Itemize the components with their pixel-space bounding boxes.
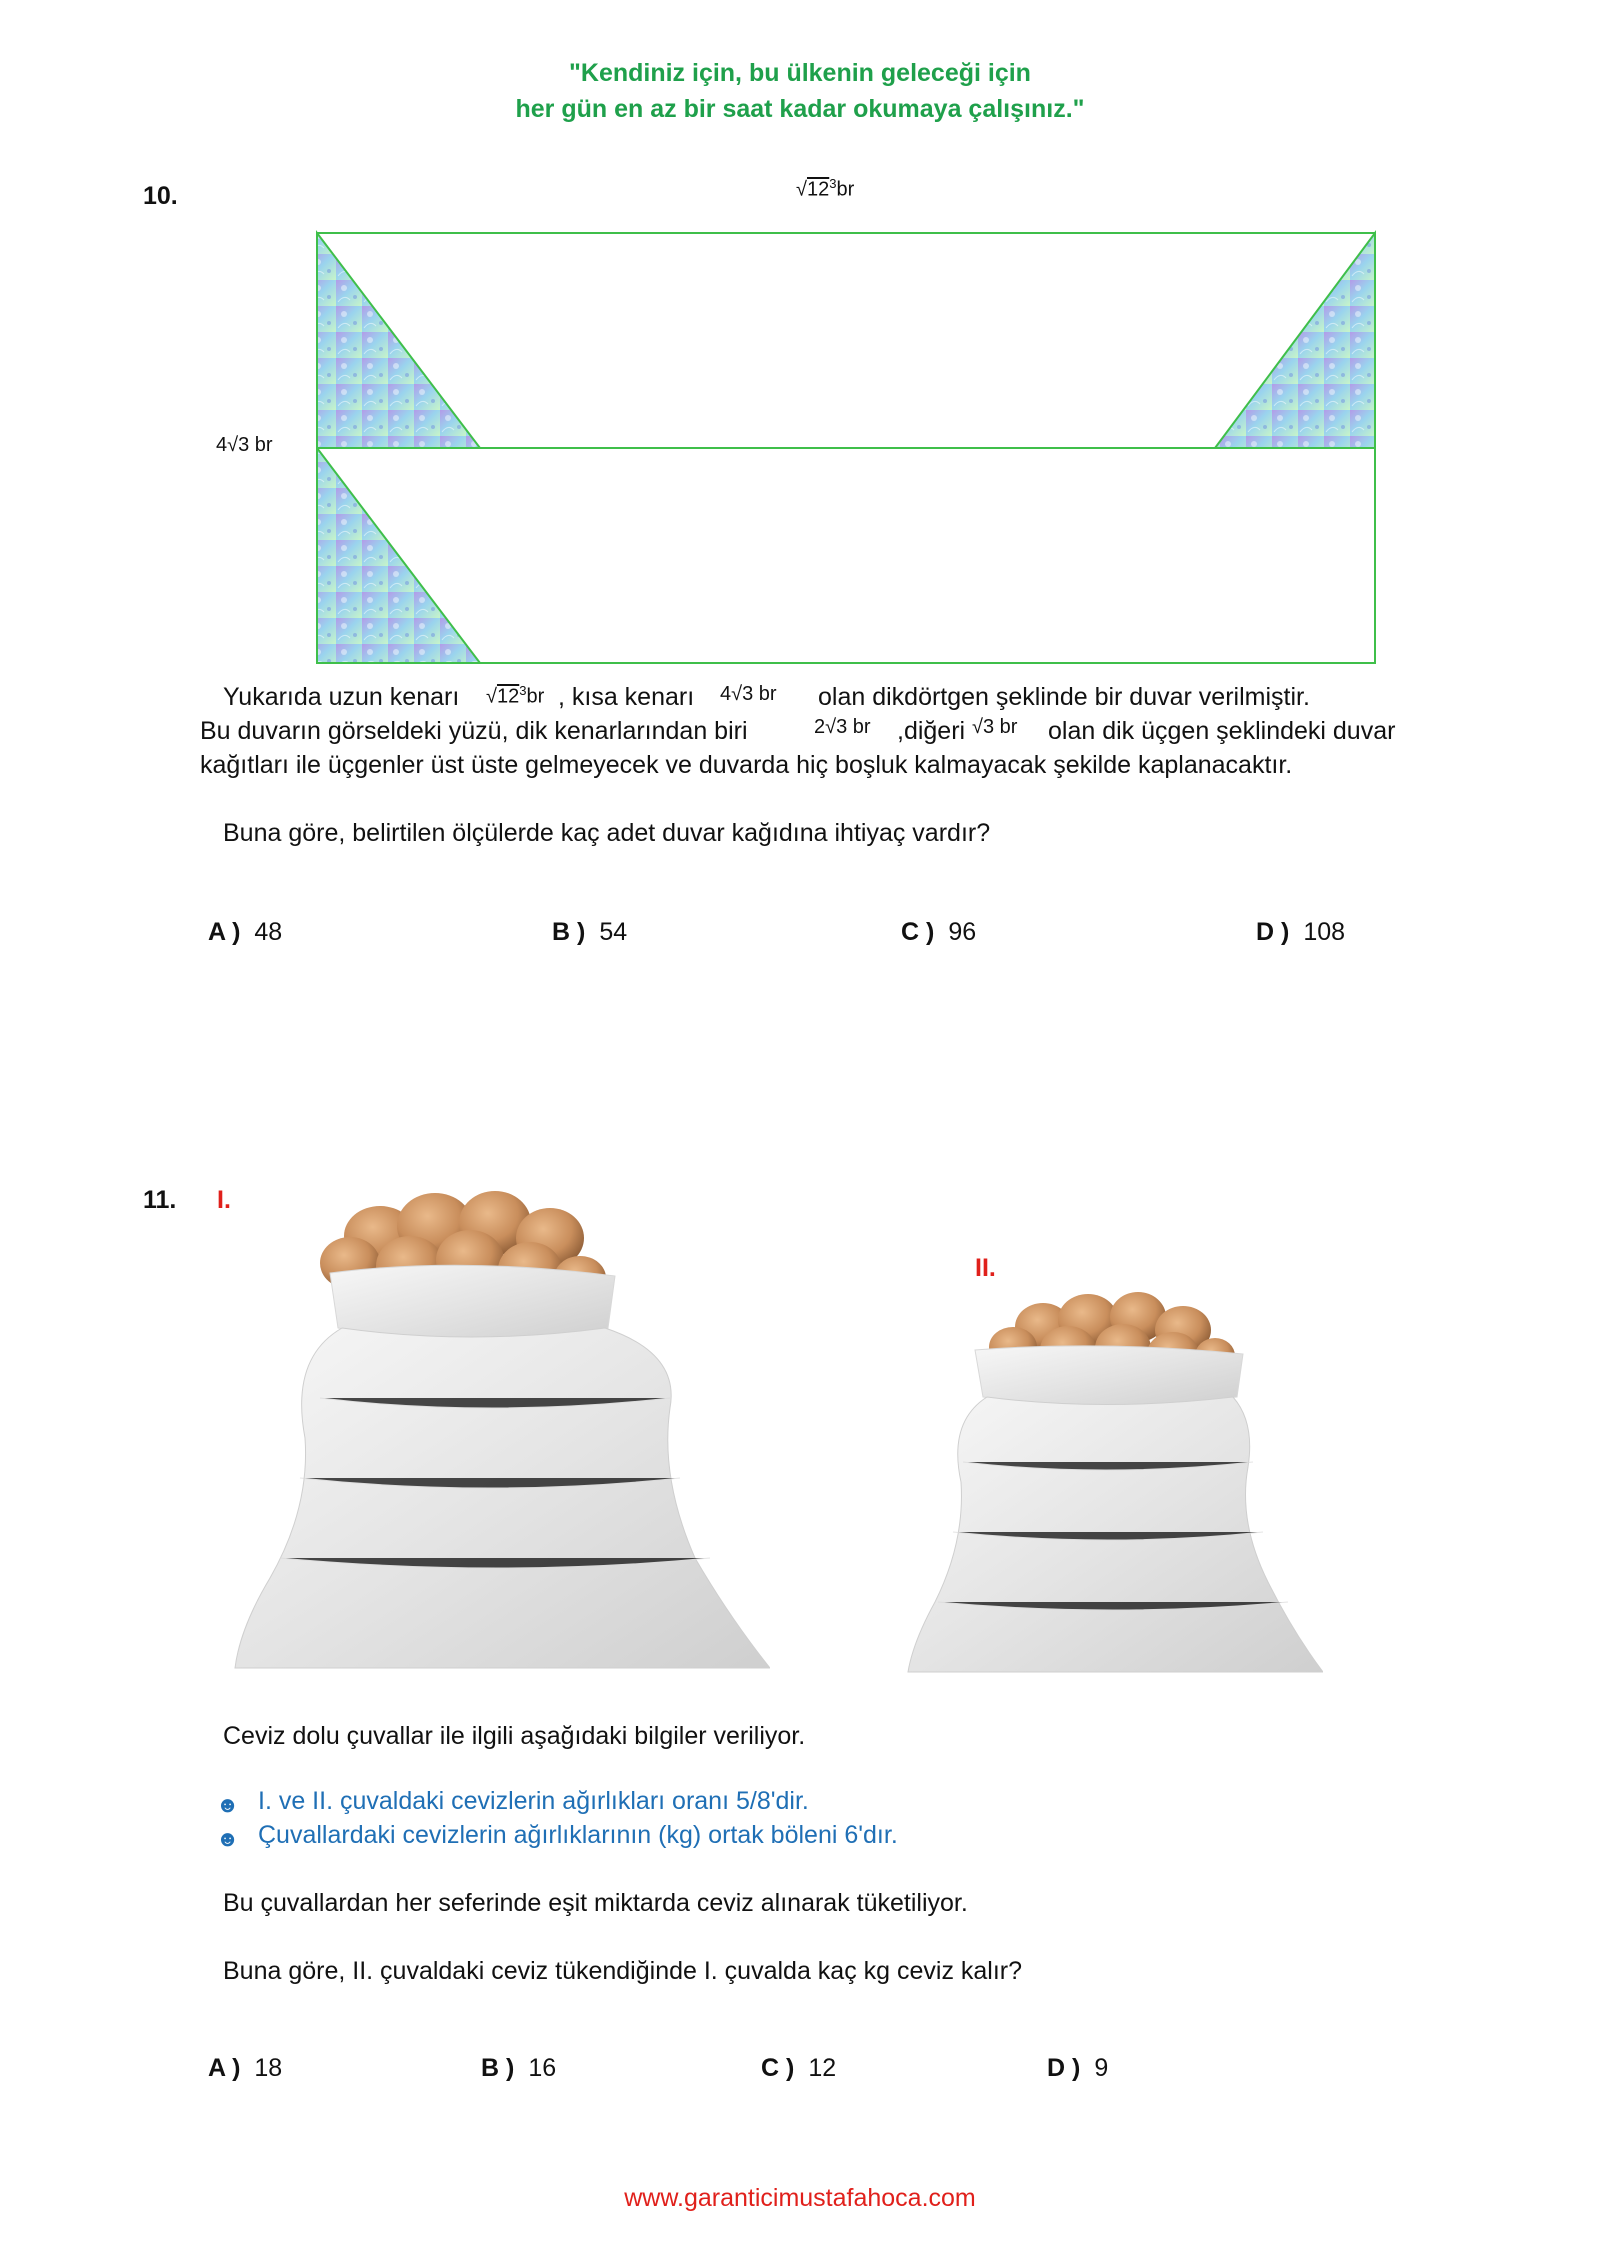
option-value: 18	[254, 2054, 283, 2082]
option-value: 96	[948, 918, 977, 946]
root-index: 3	[829, 176, 837, 191]
option-value: 16	[528, 2054, 557, 2082]
option-letter: C )	[901, 918, 935, 946]
q10-line-2-c: olan dik üçgen şeklindeki duvar	[1048, 717, 1396, 745]
sack-rim	[975, 1346, 1243, 1405]
side-length-label: 4√3 br	[216, 434, 273, 456]
q10-line-1-a: Yukarıda uzun kenarı	[223, 683, 460, 711]
sack-label-i: I.	[217, 1186, 231, 1214]
motto-line-1: "Kendiniz için, bu ülkenin geleceği için	[569, 59, 1031, 87]
sack-rim	[330, 1265, 615, 1338]
q11-option-c[interactable]	[761, 2054, 836, 2083]
option-letter: B )	[481, 2054, 515, 2082]
q10-line-2-a: Bu duvarın görseldeki yüzü, dik kenarlarından biri	[200, 717, 748, 745]
top-length-label	[796, 176, 854, 202]
radicand: 12	[496, 685, 520, 708]
q10-line-1-b: , kısa kenarı	[558, 683, 695, 711]
q10-line-1-root	[486, 683, 544, 709]
q10-line-3: kağıtları ile üçgenler üst üste gelmeyecek ve duvarda hiç boşluk kalmayacak şekilde kaplanacaktır.	[200, 751, 1293, 779]
option-value: 12	[808, 2054, 837, 2082]
motto-line-2: her gün en az bir saat kadar okumaya çalışınız."	[515, 95, 1085, 123]
root-index: 3	[519, 683, 527, 698]
sack-body	[235, 1328, 770, 1668]
q11-intro: Ceviz dolu çuvallar ile ilgili aşağıdaki bilgiler veriliyor.	[223, 1722, 806, 1750]
option-letter: D )	[1256, 918, 1290, 946]
q11-question: Buna göre, II. çuvaldaki ceviz tükendiğinde I. çuvalda kaç kg ceviz kalır?	[223, 1957, 1023, 1985]
walnut-sack-small-image	[903, 1282, 1323, 1680]
option-letter: C )	[761, 2054, 795, 2082]
q10-line-1-math2: 4√3 br	[720, 683, 777, 705]
walnut-sack-large-image	[230, 1178, 770, 1680]
q10-option-b[interactable]	[552, 918, 627, 947]
footer-website-link[interactable]: www.garanticimustafahoca.com	[624, 2184, 976, 2212]
cube-root-symbol: √	[796, 178, 807, 201]
q10-line-2-math2: √3 br	[972, 716, 1018, 738]
q11-option-a[interactable]	[208, 2054, 282, 2083]
q10-option-a[interactable]	[208, 918, 282, 947]
question-10-number: 10.	[143, 182, 178, 210]
option-letter: A )	[208, 918, 241, 946]
question-11-number: 11.	[143, 1186, 177, 1214]
unit: br	[526, 685, 545, 708]
sack-label-ii: II.	[975, 1254, 996, 1282]
option-value: 108	[1303, 918, 1346, 946]
smiley-bullet-icon: ☻	[216, 1792, 240, 1817]
option-value: 9	[1094, 2054, 1109, 2082]
option-letter: B )	[552, 918, 586, 946]
radicand: 12	[806, 178, 830, 201]
smiley-bullet-icon: ☻	[216, 1826, 240, 1851]
wall-diagram	[310, 228, 1380, 668]
q10-question: Buna göre, belirtilen ölçülerde kaç adet duvar kağıdına ihtiyaç vardır?	[223, 819, 991, 847]
option-letter: D )	[1047, 2054, 1081, 2082]
q11-option-d[interactable]	[1047, 2054, 1108, 2083]
q10-line-2-math1: 2√3 br	[814, 716, 871, 738]
option-letter: A )	[208, 2054, 241, 2082]
q11-info: Bu çuvallardan her seferinde eşit miktarda ceviz alınarak tüketiliyor.	[223, 1889, 968, 1917]
option-value: 48	[254, 918, 283, 946]
q10-option-d[interactable]	[1256, 918, 1345, 947]
q10-line-1-c: olan dikdörtgen şeklinde bir duvar verilmiştir.	[818, 683, 1310, 711]
q11-bullet-2: Çuvallardaki cevizlerin ağırlıklarının (kg) ortak böleni 6'dır.	[258, 1821, 898, 1849]
q11-bullet-1: I. ve II. çuvaldaki cevizlerin ağırlıkları oranı 5/8'dir.	[258, 1787, 809, 1815]
unit: br	[836, 178, 855, 201]
q10-line-2-b: ,diğeri	[897, 717, 966, 745]
q10-option-c[interactable]	[901, 918, 976, 947]
cube-root-symbol: √	[486, 685, 497, 708]
option-value: 54	[599, 918, 628, 946]
q11-option-b[interactable]	[481, 2054, 556, 2083]
